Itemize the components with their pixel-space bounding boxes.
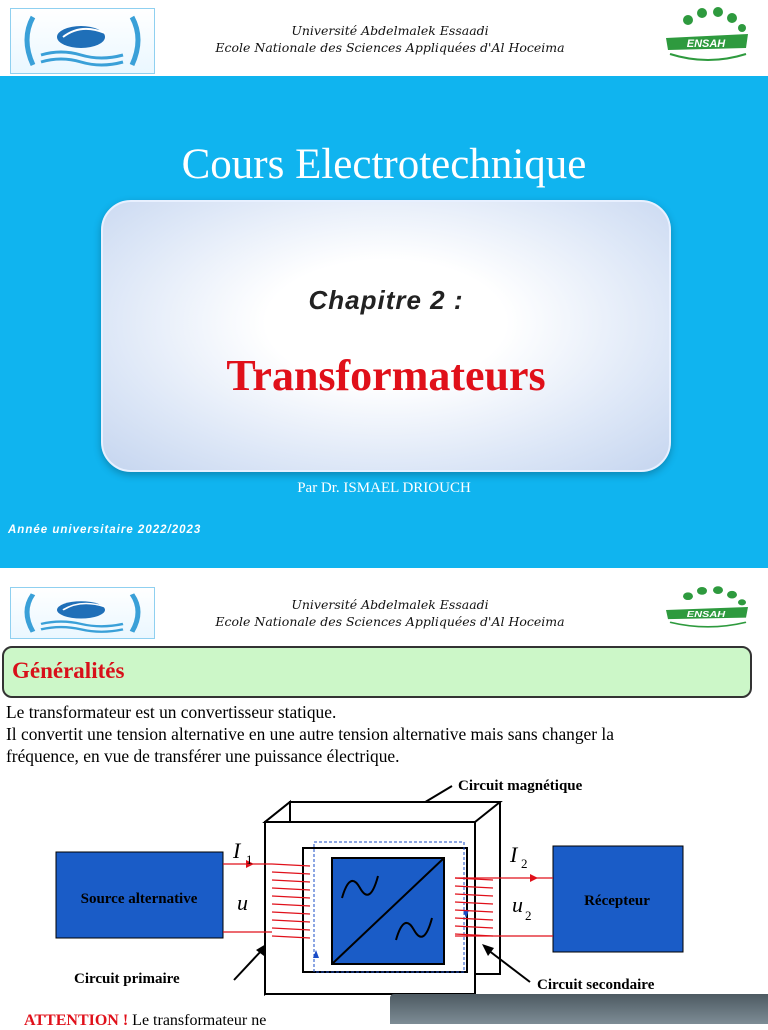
university-line-1: Université Abdelmalek Essaadi xyxy=(291,23,489,38)
paragraph-line: fréquence, en vue de transférer une puissance électrique. xyxy=(6,746,400,766)
ensah-logo xyxy=(658,4,758,72)
current-arrow-i2 xyxy=(530,874,538,882)
attention-label: ATTENTION ! xyxy=(24,1012,129,1029)
academic-year: Année universitaire 2022/2023 xyxy=(8,524,202,536)
paragraph-line: Il convertit une tension alternative en une autre tension alternative mais sans changer la xyxy=(6,724,614,744)
course-title: Cours Electrotechnique xyxy=(181,141,587,188)
label-i1-subscript: 1 xyxy=(246,852,253,867)
university-name xyxy=(150,596,630,630)
label-primary-circuit: Circuit primaire xyxy=(74,971,180,987)
university-name xyxy=(150,22,630,56)
university-line-2: Ecole Nationale des Sciences Appliquées d'Al Hoceima xyxy=(215,614,565,629)
label-i1: I xyxy=(233,838,241,863)
chapter-title: Transformateurs xyxy=(226,351,546,400)
slide1-header xyxy=(0,0,768,76)
section-title-box xyxy=(2,646,752,698)
university-logo xyxy=(10,587,155,639)
chapter-number: Chapitre 2 : xyxy=(308,285,464,315)
university-line-1: Université Abdelmalek Essaadi xyxy=(291,597,489,612)
slide2-header xyxy=(0,580,768,640)
chapter-box xyxy=(101,200,671,472)
label-secondary-circuit: Circuit secondaire xyxy=(537,977,655,993)
label-i2: I xyxy=(510,842,518,867)
author: Par Dr. ISMAEL DRIOUCH xyxy=(297,480,471,496)
primary-pointer xyxy=(234,950,262,980)
attention-text: Le transformateur ne xyxy=(128,1012,267,1029)
label-source: Source alternative xyxy=(80,891,198,907)
label-u: u xyxy=(237,890,248,915)
paragraph-line: Le transformateur est un convertisseur statique. xyxy=(6,702,337,722)
label-u2-subscript: 2 xyxy=(525,908,532,923)
transformer-photo xyxy=(390,994,768,1024)
ensah-logo-text: ENSAH xyxy=(686,610,726,620)
intro-paragraph xyxy=(6,701,766,767)
transformer-diagram xyxy=(0,770,768,996)
secondary-pointer xyxy=(488,950,530,982)
label-magnetic-circuit: Circuit magnétique xyxy=(458,778,583,794)
label-i2-subscript: 2 xyxy=(521,856,528,871)
university-logo xyxy=(10,8,155,74)
label-u2: u xyxy=(512,892,523,917)
attention-note xyxy=(24,1012,266,1030)
core-window xyxy=(332,858,444,964)
label-receiver: Récepteur xyxy=(584,893,650,909)
section-title: Généralités xyxy=(12,658,125,683)
university-line-2: Ecole Nationale des Sciences Appliquées d'Al Hoceima xyxy=(215,40,565,55)
ensah-logo-text: ENSAH xyxy=(686,38,726,50)
ensah-logo xyxy=(658,584,758,636)
